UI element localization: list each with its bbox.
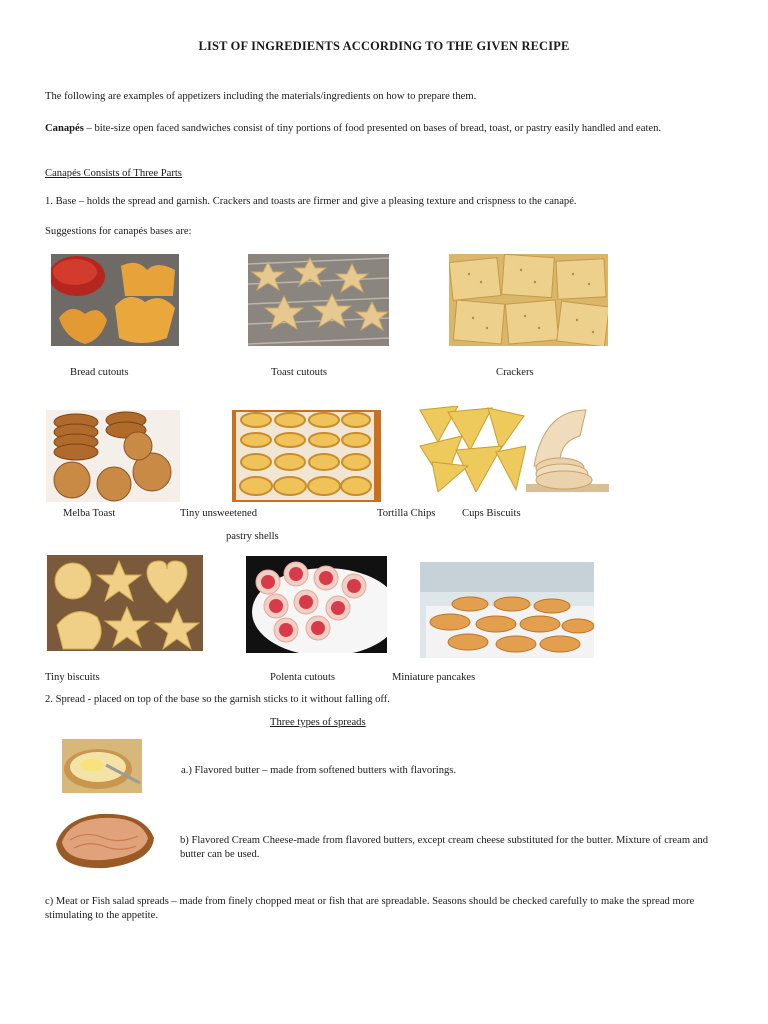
caption-cups-biscuits: Cups Biscuits: [462, 508, 521, 519]
caption-tortilla-chips: Tortilla Chips: [377, 508, 436, 519]
tortilla-chips-photo: [418, 406, 526, 492]
caption-pastry-shells: pastry shells: [226, 531, 279, 542]
suggestions-line: Suggestions for canapés bases are:: [45, 226, 192, 237]
crackers-photo: [449, 254, 608, 346]
caption-bread-cutouts: Bread cutouts: [70, 367, 129, 378]
pastry-shells-photo: [232, 410, 381, 502]
intro-text: The following are examples of appetizers including the materials/ingredients on how to prepare them.: [45, 91, 477, 102]
spread-c-text: c) Meat or Fish salad spreads – made from finely chopped meat or fish that are spreadable. Seasons should be checked carefully to make the spread more stimulating to the appetite.: [45, 896, 695, 922]
cups-biscuits-photo: [526, 406, 609, 492]
bread-cutouts-photo: [51, 254, 179, 346]
flavored-butter-photo: [62, 739, 142, 793]
canapes-definition: [45, 119, 715, 138]
caption-crackers: Crackers: [496, 367, 534, 378]
melba-toast-photo: [46, 410, 180, 502]
canapes-definition-text: – bite-size open faced sandwiches consist of tiny portions of food presented on bases of bread, toast, or pastry easily handled and eaten.: [83, 123, 662, 134]
flavored-cream-cheese-photo: [52, 810, 156, 872]
caption-toast-cutouts: Toast cutouts: [271, 367, 328, 378]
spread-b-text: b) Flavored Cream Cheese-made from flavored butters, except cream cheese substituted for the butter. Mixture of cream and butter can be used.: [180, 835, 709, 861]
polenta-cutouts-photo: [246, 556, 387, 653]
miniature-pancakes-photo: [420, 562, 594, 658]
spread-a-text: a.) Flavored butter – made from softened butters with flavorings.: [181, 765, 457, 776]
toast-cutouts-photo: [248, 254, 389, 346]
caption-melba-toast: Melba Toast: [63, 508, 116, 519]
canapes-term: Canapés: [45, 123, 84, 134]
parts-heading: Canapés Consists of Three Parts: [45, 168, 182, 179]
tiny-biscuits-photo: [47, 555, 203, 651]
base-line: 1. Base – holds the spread and garnish. Crackers and toasts are firmer and give a pleasing texture and crispness to the canapé.: [45, 196, 577, 207]
caption-tiny-unsweetened: Tiny unsweetened: [180, 508, 257, 519]
caption-tiny-biscuits: Tiny biscuits: [45, 672, 100, 683]
caption-miniature-pancakes: Miniature pancakes: [392, 672, 476, 683]
spreads-heading: Three types of spreads: [270, 717, 366, 728]
page-title: LIST OF INGREDIENTS ACCORDING TO THE GIVEN RECIPE: [198, 39, 570, 53]
caption-polenta-cutouts: Polenta cutouts: [270, 672, 336, 683]
spread-line: 2. Spread - placed on top of the base so the garnish sticks to it without falling off.: [45, 694, 390, 705]
